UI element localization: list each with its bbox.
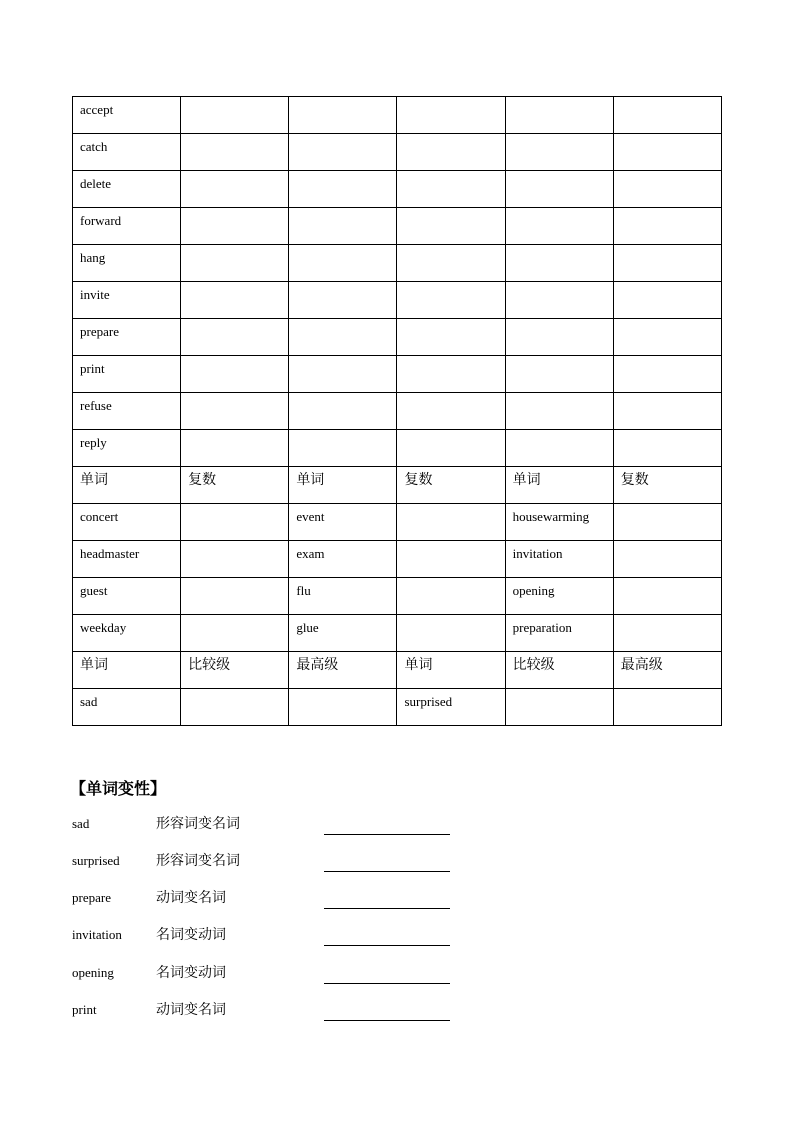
table-cell: forward <box>73 208 181 245</box>
table-cell: guest <box>73 578 181 615</box>
answer-cell[interactable] <box>181 541 289 578</box>
answer-cell[interactable] <box>613 208 721 245</box>
table-cell: prepare <box>73 319 181 356</box>
table-cell: catch <box>73 134 181 171</box>
answer-cell[interactable] <box>505 430 613 467</box>
answer-cell[interactable] <box>613 689 721 726</box>
answer-cell[interactable] <box>505 134 613 171</box>
table-row <box>73 282 722 319</box>
answer-cell[interactable] <box>505 245 613 282</box>
conversion-item <box>72 925 472 945</box>
answer-cell[interactable] <box>505 208 613 245</box>
table-cell: headmaster <box>73 541 181 578</box>
answer-cell[interactable] <box>397 208 505 245</box>
answer-cell[interactable] <box>613 134 721 171</box>
conversion-type: 名词变动词 <box>156 927 226 943</box>
table-cell: 最高级 <box>613 652 721 689</box>
answer-cell[interactable] <box>181 134 289 171</box>
answer-cell[interactable] <box>613 356 721 393</box>
answer-cell[interactable] <box>289 689 397 726</box>
conversion-word: print <box>72 1002 97 1017</box>
answer-cell[interactable] <box>181 319 289 356</box>
conversion-word: sad <box>72 816 90 831</box>
conversion-type: 形容词变名词 <box>156 816 240 832</box>
table-row <box>73 578 722 615</box>
table-row <box>73 171 722 208</box>
answer-cell[interactable] <box>613 504 721 541</box>
table-row <box>73 134 722 171</box>
answer-cell[interactable] <box>613 97 721 134</box>
conversion-item <box>72 888 472 908</box>
table-cell: 复数 <box>397 467 505 504</box>
answer-cell[interactable] <box>289 171 397 208</box>
answer-cell[interactable] <box>181 689 289 726</box>
table-cell: 最高级 <box>289 652 397 689</box>
table-cell: housewarming <box>505 504 613 541</box>
answer-cell[interactable] <box>181 578 289 615</box>
answer-cell[interactable] <box>505 97 613 134</box>
answer-cell[interactable] <box>505 171 613 208</box>
conversion-word: surprised <box>72 853 120 868</box>
answer-blank[interactable] <box>324 970 450 984</box>
conversion-item <box>72 963 472 983</box>
table-row <box>73 245 722 282</box>
answer-cell[interactable] <box>505 282 613 319</box>
answer-cell[interactable] <box>613 430 721 467</box>
answer-cell[interactable] <box>181 356 289 393</box>
conversion-word: invitation <box>72 927 122 942</box>
table-cell: 单词 <box>289 467 397 504</box>
table-row <box>73 97 722 134</box>
answer-cell[interactable] <box>613 615 721 652</box>
table-cell: 单词 <box>505 467 613 504</box>
answer-cell[interactable] <box>397 578 505 615</box>
table-row <box>73 430 722 467</box>
table-row <box>73 208 722 245</box>
answer-cell[interactable] <box>397 319 505 356</box>
answer-blank[interactable] <box>324 895 450 909</box>
answer-cell[interactable] <box>397 504 505 541</box>
table-cell: print <box>73 356 181 393</box>
answer-cell[interactable] <box>505 393 613 430</box>
table-row <box>73 319 722 356</box>
table-cell: event <box>289 504 397 541</box>
conversion-item <box>72 814 472 834</box>
answer-cell[interactable] <box>397 356 505 393</box>
answer-cell[interactable] <box>289 97 397 134</box>
answer-cell[interactable] <box>613 319 721 356</box>
answer-cell[interactable] <box>289 430 397 467</box>
answer-cell[interactable] <box>397 282 505 319</box>
table-cell: delete <box>73 171 181 208</box>
conversion-type: 名词变动词 <box>156 965 226 981</box>
table-row <box>73 504 722 541</box>
answer-cell[interactable] <box>505 689 613 726</box>
answer-cell[interactable] <box>397 430 505 467</box>
table-cell: 单词 <box>73 467 181 504</box>
conversion-item <box>72 851 472 871</box>
answer-cell[interactable] <box>397 615 505 652</box>
answer-cell[interactable] <box>289 319 397 356</box>
answer-cell[interactable] <box>181 430 289 467</box>
answer-cell[interactable] <box>181 615 289 652</box>
conversion-type: 动词变名词 <box>156 890 226 906</box>
table-cell: 比较级 <box>181 652 289 689</box>
answer-blank[interactable] <box>324 932 450 946</box>
answer-cell[interactable] <box>397 134 505 171</box>
answer-cell[interactable] <box>289 393 397 430</box>
conversion-word: prepare <box>72 890 111 905</box>
section-title: 【单词变性】 <box>70 779 167 798</box>
conversion-type: 形容词变名词 <box>156 853 240 869</box>
answer-cell[interactable] <box>289 134 397 171</box>
table-cell: refuse <box>73 393 181 430</box>
answer-cell[interactable] <box>613 393 721 430</box>
answer-cell[interactable] <box>181 393 289 430</box>
table-cell: surprised <box>397 689 505 726</box>
answer-cell[interactable] <box>505 319 613 356</box>
word-form-table <box>72 96 722 726</box>
table-row <box>73 541 722 578</box>
table-cell: hang <box>73 245 181 282</box>
table-cell: concert <box>73 504 181 541</box>
table-cell: weekday <box>73 615 181 652</box>
table-row <box>73 615 722 652</box>
answer-blank[interactable] <box>324 1007 450 1021</box>
answer-cell[interactable] <box>289 245 397 282</box>
answer-cell[interactable] <box>613 282 721 319</box>
table-cell: sad <box>73 689 181 726</box>
table-cell: exam <box>289 541 397 578</box>
answer-blank[interactable] <box>324 858 450 872</box>
table-cell: 单词 <box>397 652 505 689</box>
conversion-word: opening <box>72 965 114 980</box>
table-row <box>73 393 722 430</box>
answer-cell[interactable] <box>613 578 721 615</box>
table-cell: 复数 <box>613 467 721 504</box>
answer-blank[interactable] <box>324 821 450 835</box>
answer-cell[interactable] <box>181 504 289 541</box>
answer-cell[interactable] <box>613 171 721 208</box>
answer-cell[interactable] <box>181 208 289 245</box>
conversion-type: 动词变名词 <box>156 1002 226 1018</box>
table-cell: 复数 <box>181 467 289 504</box>
answer-cell[interactable] <box>289 356 397 393</box>
answer-cell[interactable] <box>181 245 289 282</box>
answer-cell[interactable] <box>181 97 289 134</box>
table-cell: invitation <box>505 541 613 578</box>
table-row <box>73 467 722 504</box>
table-cell: 单词 <box>73 652 181 689</box>
table-cell: accept <box>73 97 181 134</box>
answer-cell[interactable] <box>397 171 505 208</box>
word-form-table-body <box>73 97 722 726</box>
table-cell: opening <box>505 578 613 615</box>
table-row <box>73 689 722 726</box>
answer-cell[interactable] <box>289 208 397 245</box>
answer-cell[interactable] <box>397 541 505 578</box>
conversion-item <box>72 1000 472 1020</box>
answer-cell[interactable] <box>505 356 613 393</box>
table-cell: reply <box>73 430 181 467</box>
answer-cell[interactable] <box>289 282 397 319</box>
table-row <box>73 356 722 393</box>
answer-cell[interactable] <box>613 245 721 282</box>
answer-cell[interactable] <box>613 541 721 578</box>
table-cell: preparation <box>505 615 613 652</box>
answer-cell[interactable] <box>397 97 505 134</box>
answer-cell[interactable] <box>397 245 505 282</box>
table-cell: glue <box>289 615 397 652</box>
answer-cell[interactable] <box>397 393 505 430</box>
answer-cell[interactable] <box>181 282 289 319</box>
answer-cell[interactable] <box>181 171 289 208</box>
table-row <box>73 652 722 689</box>
table-cell: 比较级 <box>505 652 613 689</box>
table-cell: invite <box>73 282 181 319</box>
table-cell: flu <box>289 578 397 615</box>
